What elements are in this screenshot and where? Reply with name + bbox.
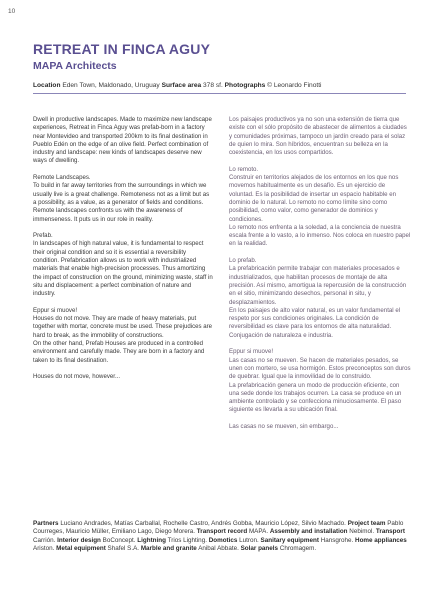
- credit-value: Carrión.: [33, 536, 56, 544]
- credit-value: BoConcept.: [102, 536, 136, 544]
- project-credits: [33, 520, 411, 554]
- spanish-paragraph: Lo remoto. Construir en territorios alejados de los entornos en los que nos movemos habitualmente es un desafío. Es un ejercicio de voluntad. Es la posibilidad de insertar un espacio habitable en dominio de lo natural. Lo remoto no como límite sino como posibilidad, como valor, como generador de dominios y condiciones. Lo remoto nos enfrenta a la soledad, a la conciencia de nuestra escala frente a lo vasto, a lo inmenso. Nos coloca en nuestro papel en la realidad.: [229, 165, 411, 248]
- english-paragraph: Houses do not move, however...: [33, 373, 121, 381]
- credit-value: Chromagem.: [279, 545, 317, 553]
- spanish-paragraph: Eppur si muove! Las casas no se mueven. Se hacen de materiales pesados, se unen con mortero, se usa hormigón. Estos preconceptos son duros de quebrar. Igual que la inmovilidad de lo construido. La prefabricación genera un modo de producción eficiente, con una sede donde los trabajos ocurren. La casa se produce en un ambiente controlado y se confecciona minuciosamente. El paso siguiente es llevarla a su ubicación final.: [229, 348, 411, 414]
- credit-label: Marble and granite: [140, 545, 197, 553]
- english-paragraph: Prefab. In landscapes of high natural value, it is fundamental to respect their original condition and so it is essential a reversibility condition. Prefabrication allows us to work with industrialized materials that enable high-precision processes. Thus amortizing the impact of construction on the ground, minimizing waste, staff in situ and displacement: a perfect combination of nature and industry.: [33, 232, 213, 298]
- page-title: RETREAT IN FINCA AGUY: [33, 41, 211, 57]
- spanish-paragraph: Las casas no se mueven, sin embargo...: [229, 422, 339, 430]
- credit-value: Shafel S.A.: [107, 545, 140, 553]
- english-paragraph: Dwell in productive landscapes. Made to maximize new landscape experiences, Retreat in Finca Aguy was prefab-born in a factory near Montevideo and transported 200km to its final destination in Pueblo Edén on the edge of an olive field. Perfect combination of industry and landscape: new kinds of landscapes deserve new ways of dwelling.: [33, 116, 212, 165]
- area-value: 378 sf.: [203, 82, 223, 89]
- credit-label: Metal equipment: [56, 545, 106, 553]
- english-text-column: [33, 116, 213, 390]
- credit-label: Transport: [375, 528, 405, 536]
- photos-value: © Leonardo Finotti: [267, 82, 322, 89]
- photos-label: Photographs: [224, 82, 266, 89]
- project-meta: [33, 81, 413, 90]
- credit-value: Hansgrohe.: [320, 536, 354, 544]
- credit-label: Solar panels: [240, 545, 279, 553]
- spanish-paragraph: Los paisajes productivos ya no son una extensión de tierra que existe con el sólo propósito de abastecer de alimentos a ciudades y comunidades próximas, tampoco un jardín creado para el solaz de quien lo mira. Son híbridos, encuentran su belleza en la coexistencia, en los usos compartidos.: [229, 116, 407, 157]
- credit-value: Anibal Abbate.: [198, 545, 239, 553]
- credit-label: Interior design: [57, 536, 101, 544]
- credit-value: Lutron.: [239, 536, 259, 544]
- area-label: Surface area: [161, 82, 202, 89]
- english-paragraph: Eppur si muove! Houses do not move. They are made of heavy materials, put together with mortar, concrete must be used. These prejudices are hard to break, as the immobility of constructions. On the other hand, Prefab Houses are produced in a controlled environment and carefully made. They are born in a factory and taken to its final destination.: [33, 306, 213, 364]
- location-label: Location: [33, 82, 61, 89]
- spanish-paragraph: Lo prefab. La prefabricación permite trabajar con materiales procesados e industrializados, que habilitan procesos de montaje de alta precisión. Así mismo, amortigua la repercusión de la construcción en el sitio, minimizando desechos, personal in situ, y desplazamientos. En los paisajes de alto valor natural, es un valor fundamental el respeto por sus condiciones originales. La condición de reversibilidad es clave para los entornos de alta naturalidad. Conjugación de naturaleza e industria.: [229, 257, 407, 339]
- title-divider: [33, 93, 406, 94]
- credit-value: Trios Lighting.: [167, 536, 207, 544]
- spanish-text-column: [229, 116, 411, 440]
- credit-label: Home appliances: [355, 536, 407, 544]
- credit-value: MAPA.: [248, 528, 269, 536]
- location-value: Eden Town, Maldonado, Uruguay: [62, 82, 160, 89]
- credit-label: Project team: [347, 520, 386, 527]
- credit-label: Transport record: [196, 528, 248, 536]
- credit-label: Partners: [33, 520, 59, 527]
- english-paragraph: Remote Landscapes. To build in far away territories from the surroundings in which we usually live is a great challenge. Remoteness not as a limit but as a possibility, as a value, as a generator of fields and conditions. Remote landscapes confronts us with the awareness of immenseness. It puts us in our role in reality.: [33, 174, 210, 223]
- credit-label: Lightning: [137, 536, 166, 544]
- page-number: 10: [8, 8, 16, 15]
- credit-value: Luciano Andrades, Matías Carballal, Rochelle Castro, Andrés Gobba, Mauricio López, Silvio Machado.: [60, 520, 346, 527]
- credit-label: Assembly and installation: [269, 528, 348, 536]
- credit-label: Domotics: [208, 536, 238, 544]
- architect-name: MAPA Architects: [33, 60, 117, 72]
- credit-label: Sanitary equipment: [260, 536, 319, 544]
- credit-value: Nebimol.: [349, 528, 375, 536]
- credit-value: Pablo Courreges, Mauricio Müller, Emiliano Lago, Diego Morera.: [33, 520, 404, 536]
- credit-value: Ariston.: [33, 545, 55, 553]
